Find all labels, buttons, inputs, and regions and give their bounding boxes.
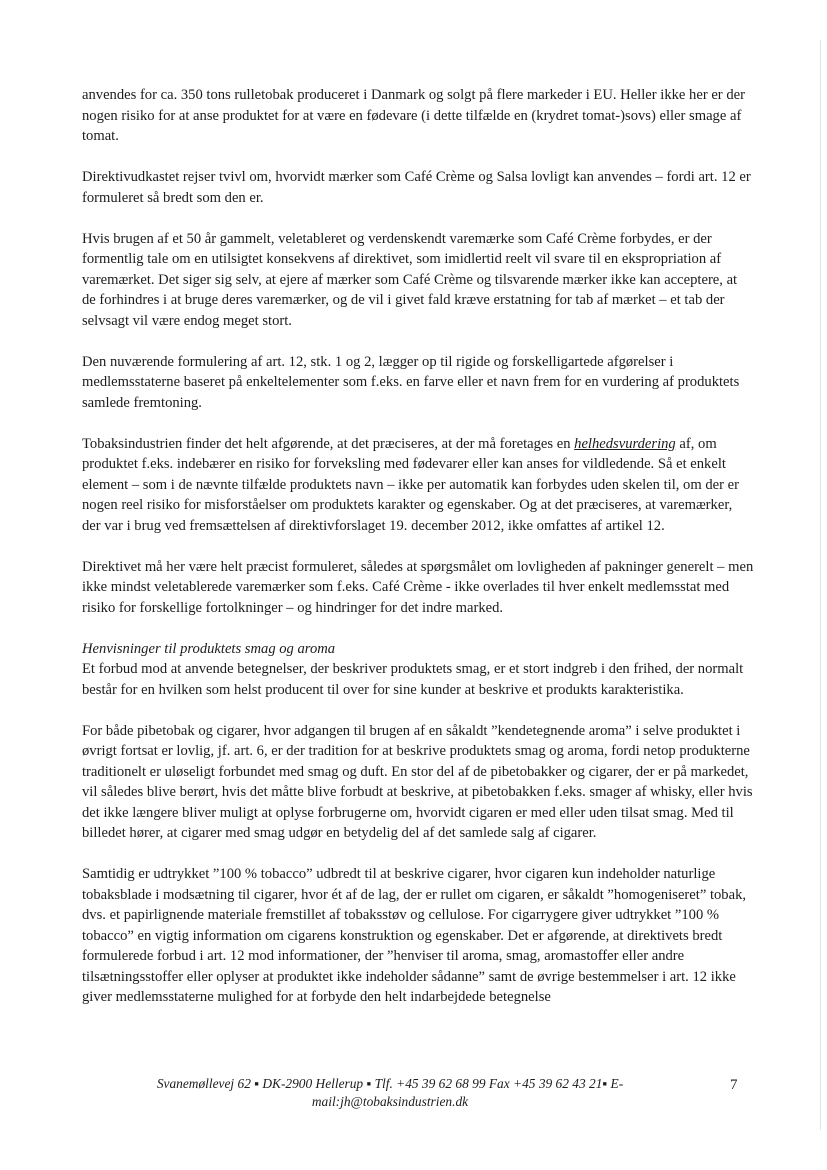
scan-edge-line	[820, 40, 821, 1130]
paragraph-helhedsvurdering-start: Tobaksindustrien finder det helt afgørende, at det præciseres, at der må foretages en	[82, 435, 575, 452]
footer-email: mail:jh@tobaksindustrien.dk	[311, 1094, 469, 1109]
paragraph-varemaerke-forbud: Hvis brugen af et 50 år gammelt, veletableret og verdenskendt varemærke som Café Crème forbydes, er der formentlig tale om en utilsigtet konsekvens af direktivet, som imidlertid reelt vil svare til en ekspropriation af varemærket. Det siger sig selv, at ejere af mærker som Café Crème og tilsvarende mærker ikke kan acceptere, at de forhindres i at bruge deres varemærker, og de vil i givet fald kræve erstatning for tab af mærket – et tab der selvsagt vil være endog meget stort.	[82, 230, 738, 329]
paragraph-praecist-formuleret: Direktivet må her være helt præcist formuleret, således at spørgsmålet om lovligheden af pakninger generelt – men ikke mindst veletablerede varemærker som f.eks. Café Crème - ikke overlades til hver enkelt medlemsstat med risiko for forskellige fortolkninger – og hindringer for det indre marked.	[82, 558, 754, 616]
paragraph-helhedsvurdering	[82, 434, 754, 537]
helhedsvurdering-emphasis: helhedsvurdering	[574, 435, 676, 452]
footer-address: Svanemøllevej 62 ▪ DK-2900 Hellerup ▪ Tlf. +45 39 62 68 99 Fax +45 39 62 43 21▪ E-	[156, 1076, 624, 1091]
paragraph-forbud-betegnelser: Et forbud mod at anvende betegnelser, der beskriver produktets smag, er et stort indgreb i den frihed, der normalt består for en hvilken som helst producent til over for sine kunder at beskrive et produkts karakteristika.	[82, 661, 744, 698]
paragraph-nuvaerende-formulering: Den nuværende formulering af art. 12, stk. 1 og 2, lægger op til rigide og forskelligartede afgørelser i medlemsstaterne baseret på enkeltelementer som f.eks. en farve eller et navn frem for en vurdering af produktets samlede fremtoning.	[82, 353, 740, 411]
paragraph-rulletobak: anvendes for ca. 350 tons rulletobak produceret i Danmark og solgt på flere markeder i EU. Heller ikke her er der nogen risiko for at anse produktet for at være en fødevare (i dette tilfælde en (krydret tomat-)sovs) eller smage af tomat.	[82, 87, 745, 144]
paragraph-100-procent-tobacco: Samtidig er udtrykket ”100 % tobacco” udbredt til at beskrive cigarer, hvor cigaren kun indeholder naturlige tobaksblade i modsætning til cigarer, hvor ét af de lag, der er rullet om cigaren, er såkaldt ”homogeniseret” tobak, dvs. et papirlignende materiale fremstillet af tobaksstøv og cellulose. For cigarrygere giver udtrykket ”100 % tobacco” en vigtig information om cigarens konstruktion og egenskaber. Det er afgørende, at direktivets bredt formulerede forbud i art. 12 mod informationer, der ”henviser til aroma, smag, aromastoffer eller andre tilsætningsstoffer eller oplyser at produktet ikke indeholder sådanne” samt de øvrige bestemmelser i art. 12 ikke giver medlemsstaterne mulighed for at forbyde den helt indarbejdede betegnelse	[82, 866, 747, 1005]
paragraph-helhedsvurdering-end: af, om produktet f.eks. indebærer en risiko for forveksling med fødevarer eller kan anses for vildledende. Så et enkelt element – som i de nævnte tilfælde produktets navn – ikke per automatik kan forbydes uden skelen til, om der er nogen reel risiko for misforståelser om produktets karakter og egenskaber. Og at det præciseres, at varemærker, der var i brug ved fremsættelsen af direktivforslaget 19. december 2012, ikke omfattes af artikel 12.	[82, 435, 739, 534]
paragraph-pibetobak-cigarer: For både pibetobak og cigarer, hvor adgangen til brugen af en såkaldt ”kendetegnende aroma” i selve produktet i øvrigt fortsat er lovlig, jf. art. 6, er der tradition for at beskrive produktets smag og aroma, fordi netop produkterne traditionelt er uløseligt forbundet med smag og duft. En stor del af de pibetobakker og cigarer, der er på markedet, vil således blive berørt, hvis det måtte blive forbudt at beskrive, at pibetobakken f.eks. smager af whisky, eller hvis det ikke længere bliver muligt at oplyse forbrugerne om, hvorvidt cigaren er med eller uden tilsat smag. Med til billedet hører, at cigarer med smag udgør en betydelig del af det samlede salg af cigarer.	[82, 722, 753, 841]
page-footer	[140, 1075, 640, 1111]
document-body	[82, 85, 754, 1028]
page-number: 7	[730, 1077, 738, 1093]
paragraph-direktivudkast: Direktivudkastet rejser tvivl om, hvorvidt mærker som Café Crème og Salsa lovligt kan anvendes – fordi art. 12 er formuleret så bredt som den er.	[82, 169, 751, 206]
section-heading: Henvisninger til produktets smag og aroma	[82, 640, 336, 657]
